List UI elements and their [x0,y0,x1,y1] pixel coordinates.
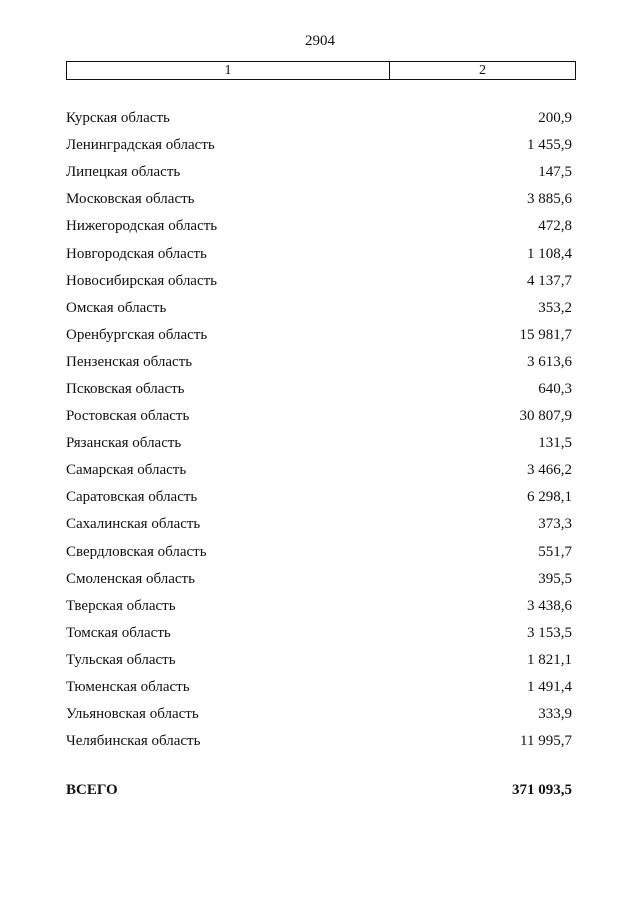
region-value: 3 885,6 [527,191,572,208]
region-value: 333,9 [538,706,572,723]
region-value: 1 455,9 [527,137,572,154]
table-row [66,566,572,593]
total-label: ВСЕГО [66,782,118,798]
region-name: Липецкая область [66,164,181,181]
region-value: 1 108,4 [527,245,572,262]
table-row [66,539,572,566]
region-name: Курская область [66,110,170,127]
region-name: Псковская область [66,380,185,397]
table-row [66,186,572,213]
region-name: Сахалинская область [66,516,201,533]
column-header-1: 1 [67,62,390,79]
region-value: 3 438,6 [527,597,572,614]
region-name: Челябинская область [66,733,201,750]
table-row [66,647,572,674]
region-value: 3 153,5 [527,624,572,641]
region-name: Свердловская область [66,543,207,560]
region-name: Пензенская область [66,353,193,370]
table-row [66,295,572,322]
total-value: 371 093,5 [512,782,572,798]
region-name: Оренбургская область [66,326,208,343]
region-name: Новгородская область [66,245,207,262]
table-row [66,159,572,186]
table-row [66,511,572,538]
region-value: 3 613,6 [527,353,572,370]
table-row [66,728,572,755]
table-row [66,457,572,484]
table-row [66,701,572,728]
region-name: Тульская область [66,651,176,668]
table-row [66,430,572,457]
table-row [66,132,572,159]
region-name: Тверская область [66,597,176,614]
region-value: 1 821,1 [527,651,572,668]
region-name: Саратовская область [66,489,198,506]
region-name: Омская область [66,299,167,316]
region-value: 395,5 [538,570,572,587]
column-header-2: 2 [479,62,486,78]
region-value: 131,5 [538,435,572,452]
region-name: Тюменская область [66,679,190,696]
total-row [66,782,572,799]
region-value: 1 491,4 [527,679,572,696]
page-number: 2904 [305,33,335,49]
region-value: 11 995,7 [520,733,572,750]
region-name: Ростовская область [66,408,190,425]
table-row [66,268,572,295]
region-value: 551,7 [538,543,572,560]
region-name: Новосибирская область [66,272,218,289]
region-value: 15 981,7 [519,326,572,343]
table-row [66,593,572,620]
table-row [66,213,572,240]
region-name: Рязанская область [66,435,182,452]
region-name: Ульяновская область [66,706,199,723]
region-value: 353,2 [538,299,572,316]
region-value: 30 807,9 [519,408,572,425]
region-name: Московская область [66,191,195,208]
region-name: Смоленская область [66,570,195,587]
region-name: Самарская область [66,462,187,479]
table-row [66,240,572,267]
table-row [66,403,572,430]
region-name: Нижегородская область [66,218,218,235]
table-row [66,349,572,376]
table-row [66,105,572,132]
region-name: Томская область [66,624,171,641]
table-row [66,620,572,647]
table-row [66,484,572,511]
region-list [66,105,572,755]
region-value: 3 466,2 [527,462,572,479]
table-row [66,322,572,349]
table-row [66,674,572,701]
region-value: 147,5 [538,164,572,181]
column-header-table [66,61,576,80]
region-value: 4 137,7 [527,272,572,289]
region-value: 472,8 [538,218,572,235]
region-name: Ленинградская область [66,137,215,154]
region-value: 640,3 [538,380,572,397]
region-value: 6 298,1 [527,489,572,506]
region-value: 373,3 [538,516,572,533]
table-row [66,376,572,403]
region-value: 200,9 [538,110,572,127]
